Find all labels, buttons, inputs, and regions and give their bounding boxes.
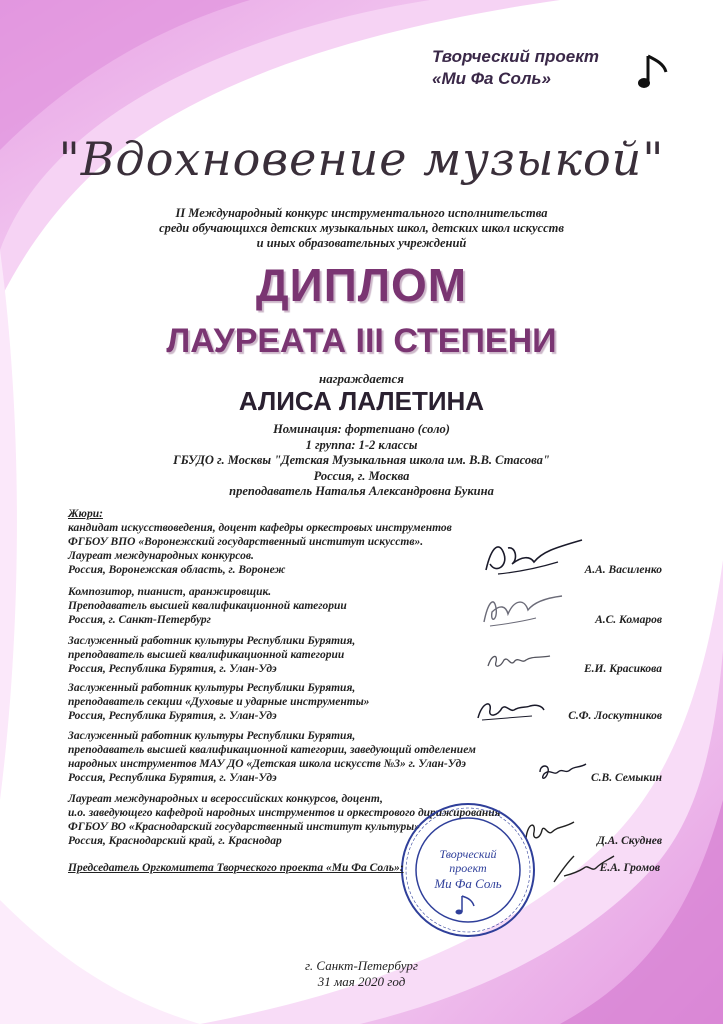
jury-label: Жюри: bbox=[68, 508, 103, 520]
jury-member bbox=[68, 681, 668, 723]
chairman-name: Е.А. Громов bbox=[599, 862, 660, 874]
signature-image bbox=[484, 648, 554, 674]
project-line-1: Творческий проект bbox=[432, 47, 599, 66]
jury-member-line: Заслуженный работник культуры Республики Бурятия, bbox=[68, 730, 356, 742]
jury-member-name: Д.А. Скуднев bbox=[596, 835, 662, 847]
jury-member-name: А.С. Комаров bbox=[595, 614, 662, 626]
jury-member-line: Россия, Республика Бурятия, г. Улан-Удэ bbox=[68, 663, 277, 675]
jury-member-line: Заслуженный работник культуры Республики Бурятия, bbox=[68, 635, 356, 647]
stamp-line-3: Ми Фа Соль bbox=[434, 876, 502, 891]
jury-member-name: Е.И. Красикова bbox=[584, 663, 662, 675]
signature-image bbox=[478, 534, 588, 580]
jury-member-line: Россия, Воронежская область, г. Воронеж bbox=[68, 564, 286, 576]
subtitle-line: и иных образовательных учреждений bbox=[256, 236, 467, 250]
jury-member-line: ФГБОУ ВПО «Воронежский государственный институт искусств». bbox=[68, 536, 424, 548]
footer-city: г. Санкт-Петербург bbox=[305, 958, 418, 973]
awarded-label: награждается bbox=[318, 371, 405, 386]
school: ГБУДО г. Москвы "Детская Музыкальная школа им. В.В. Стасова" bbox=[173, 453, 550, 467]
location: Россия, г. Москва bbox=[313, 468, 410, 483]
group: 1 группа: 1-2 классы bbox=[305, 437, 418, 452]
jury-member-line: ФГБОУ ВО «Краснодарский государственный институт культуры» bbox=[68, 821, 420, 833]
chairman bbox=[68, 862, 660, 874]
music-note-icon bbox=[636, 50, 672, 92]
jury-member-name: А.А. Василенко bbox=[584, 564, 662, 576]
jury-member bbox=[68, 585, 668, 627]
signature-image bbox=[472, 696, 548, 724]
teacher: преподаватель Наталья Александровна Букина bbox=[229, 484, 494, 498]
jury-member-line: Россия, г. Санкт-Петербург bbox=[68, 614, 211, 626]
jury-member-line: кандидат искусствоведения, доцент кафедры оркестровых инструментов bbox=[68, 522, 452, 534]
chairman-label: Председатель Оргкомитета Творческого проекта «Ми Фа Соль»: bbox=[68, 862, 404, 874]
jury-member-line: и.о. заведующего кафедрой народных инструментов и оркестрового дирижирования bbox=[68, 807, 501, 819]
signature-image bbox=[536, 760, 590, 788]
footer-date: 31 мая 2020 год bbox=[317, 974, 406, 989]
jury-member-name: С.В. Семыкин bbox=[591, 772, 662, 784]
degree-heading: ЛАУРЕАТА III СТЕПЕНИ bbox=[166, 322, 557, 360]
subtitle-line: среди обучающихся детских музыкальных школ, детских школ искусств bbox=[159, 221, 564, 235]
stamp-line-1: Творческий bbox=[439, 847, 497, 861]
jury-member-line: Заслуженный работник культуры Республики Бурятия, bbox=[68, 682, 356, 694]
stamp-line-2: проект bbox=[449, 861, 487, 875]
jury-heading bbox=[68, 507, 668, 521]
nomination: Номинация: фортепиано (соло) bbox=[273, 422, 450, 436]
jury-member-line: Лауреат международных и всероссийских конкурсов, доцент, bbox=[68, 793, 383, 805]
project-line-2: «Ми Фа Соль» bbox=[432, 69, 551, 88]
jury-member-line: преподаватель высшей квалификационной категории bbox=[68, 649, 345, 661]
jury-member bbox=[68, 634, 668, 676]
footer bbox=[0, 958, 723, 990]
jury-member-line: Преподаватель высшей квалификационной категории bbox=[68, 600, 347, 612]
jury-member-line: Россия, Республика Бурятия, г. Улан-Удэ bbox=[68, 772, 277, 784]
jury-member-line: Композитор, пианист, аранжировщик. bbox=[68, 586, 272, 598]
project-label bbox=[432, 46, 652, 90]
jury-member-line: народных инструментов МАУ ДО «Детская школа искусств №3» г. Улан-Удэ bbox=[68, 758, 466, 770]
diploma-heading: ДИПЛОМ bbox=[255, 259, 468, 311]
subtitle-line: II Международный конкурс инструментального исполнительства bbox=[175, 206, 548, 220]
contest-title: "Вдохновение музыкой" bbox=[58, 132, 665, 186]
recipient-name: АЛИСА ЛАЛЕТИНА bbox=[238, 386, 485, 416]
jury-member-line: Россия, Республика Бурятия, г. Улан-Удэ bbox=[68, 710, 277, 722]
participant-info bbox=[0, 422, 723, 500]
jury-member-line: преподаватель высшей квалификационной категории, заведующий отделением bbox=[68, 744, 476, 756]
jury-member-line: Россия, Краснодарский край, г. Краснодар bbox=[68, 835, 282, 847]
signature-image bbox=[476, 588, 566, 632]
jury-member-line: преподаватель секции «Духовые и ударные инструменты» bbox=[68, 696, 370, 708]
contest-subtitle bbox=[0, 206, 723, 251]
jury-member-line: Лауреат международных конкурсов. bbox=[68, 550, 254, 562]
jury-member-name: С.Ф. Лоскутников bbox=[568, 710, 662, 722]
